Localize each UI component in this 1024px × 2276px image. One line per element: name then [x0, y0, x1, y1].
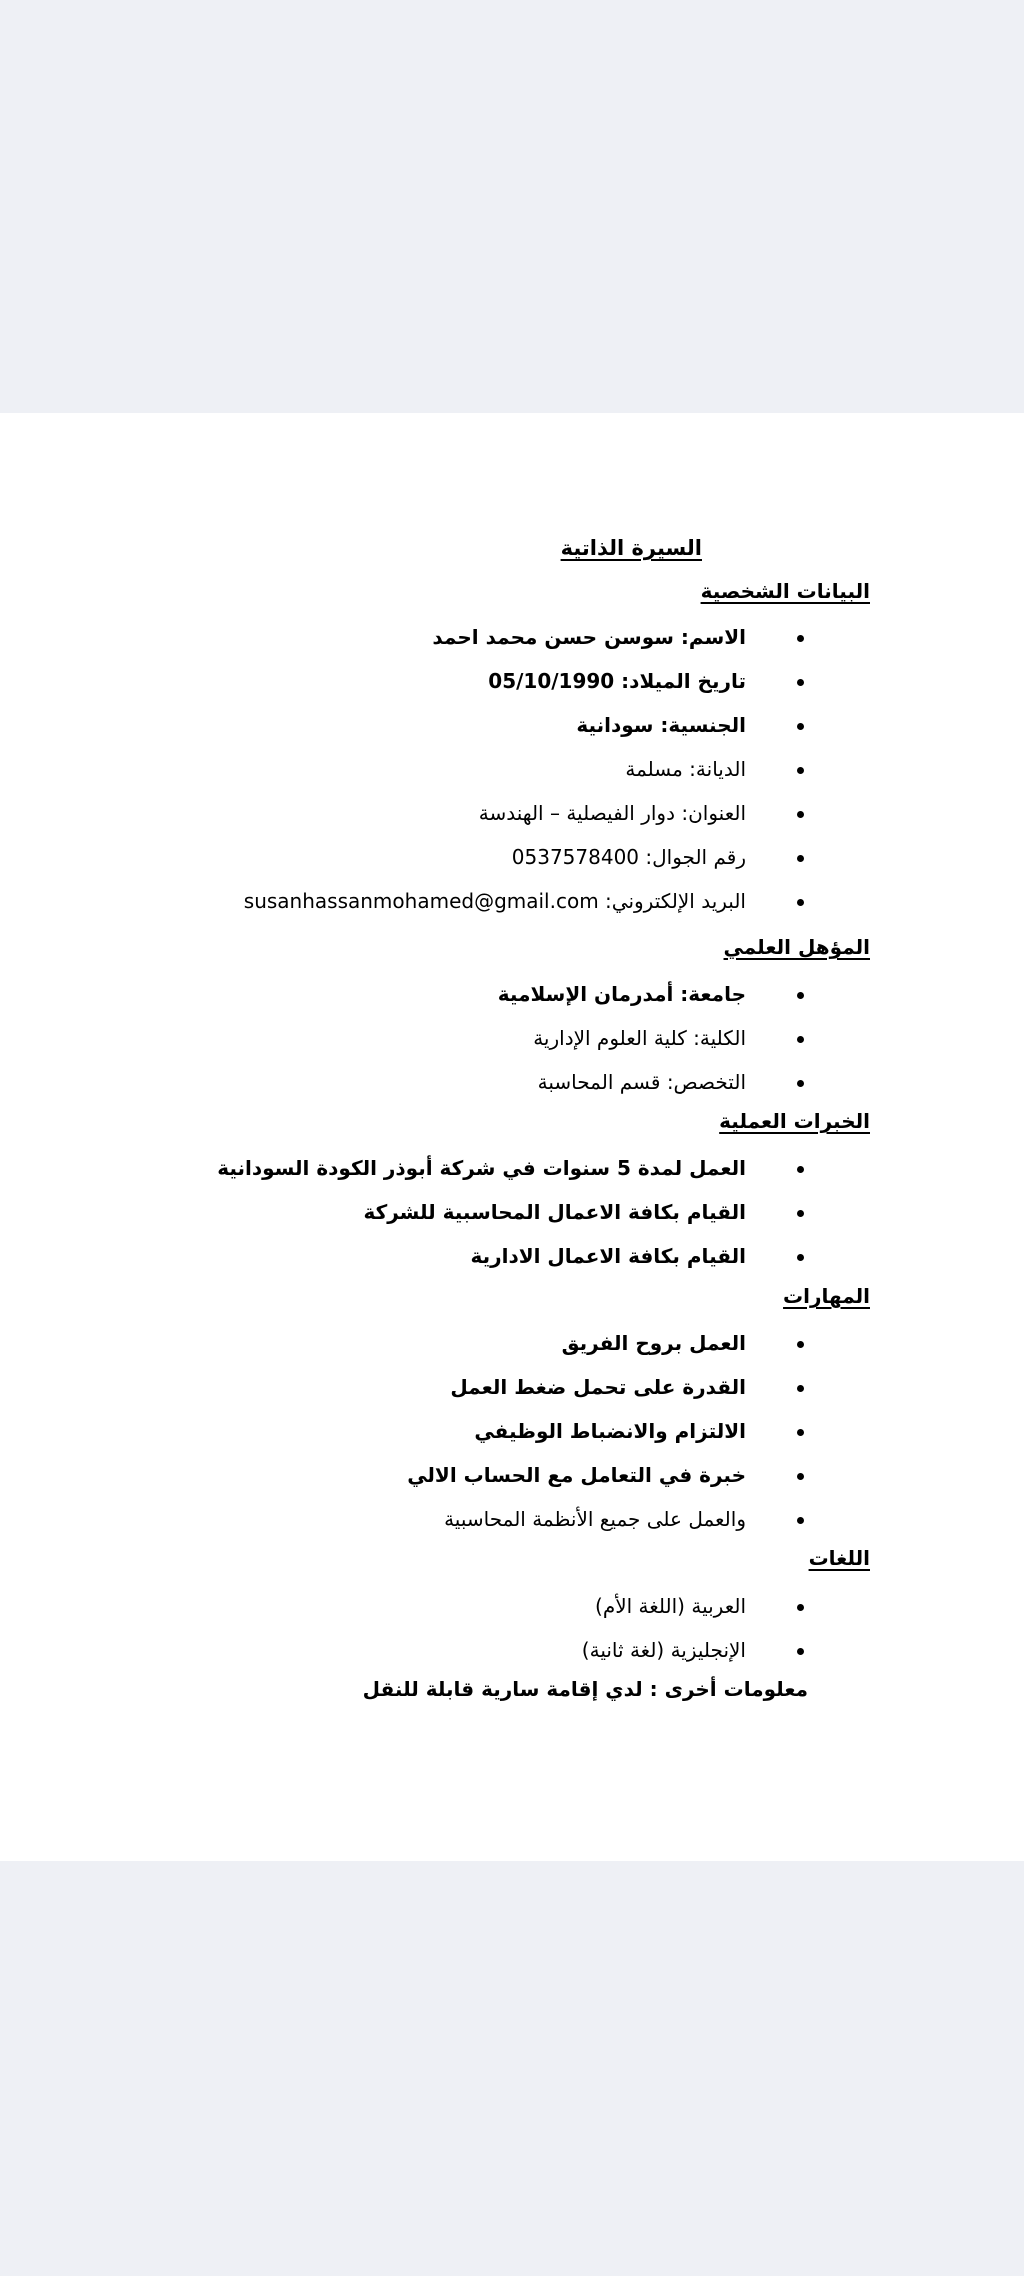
language-item: العربية (اللغة الأم) [595, 1594, 746, 1618]
bullet [797, 1210, 804, 1217]
bullet [797, 992, 804, 999]
bullet [797, 1648, 804, 1655]
experience-item: القيام بكافة الاعمال المحاسبية للشركة [363, 1200, 746, 1224]
bullet [797, 1341, 804, 1348]
section-heading-languages: اللغات [808, 1546, 870, 1570]
bullet [797, 811, 804, 818]
experience-item: العمل لمدة 5 سنوات في شركة أبوذر الكودة السودانية [217, 1156, 746, 1180]
personal-birthdate: تاريخ الميلاد: 05/10/1990 [488, 669, 746, 693]
bullet [797, 1254, 804, 1261]
document-page [0, 413, 1024, 1861]
experience-item: القيام بكافة الاعمال الادارية [470, 1244, 746, 1268]
bullet [797, 767, 804, 774]
bullet [797, 1429, 804, 1436]
skill-item: والعمل على جميع الأنظمة المحاسبية [444, 1507, 746, 1531]
bullet [797, 1385, 804, 1392]
section-heading-experience: الخبرات العملية [719, 1109, 870, 1133]
personal-nationality: الجنسية: سودانية [576, 713, 746, 737]
bullet [797, 1473, 804, 1480]
personal-address: العنوان: دوار الفيصلية – الهندسة [478, 801, 746, 825]
education-university: جامعة: أمدرمان الإسلامية [497, 982, 746, 1006]
bullet [797, 1517, 804, 1524]
bullet [797, 899, 804, 906]
section-heading-skills: المهارات [783, 1284, 870, 1308]
bullet [797, 679, 804, 686]
skill-item: الالتزام والانضباط الوظيفي [474, 1419, 746, 1443]
bullet [797, 1080, 804, 1087]
skill-item: خبرة في التعامل مع الحساب الالي [407, 1463, 746, 1487]
language-item: الإنجليزية (لغة ثانية) [581, 1638, 746, 1662]
bullet [797, 1166, 804, 1173]
personal-name: الاسم: سوسن حسن محمد احمد [432, 625, 746, 649]
bullet [797, 635, 804, 642]
skill-item: القدرة على تحمل ضغط العمل [450, 1375, 746, 1399]
bullet [797, 855, 804, 862]
section-heading-education: المؤهل العلمي [723, 935, 870, 959]
education-college: الكلية: كلية العلوم الإدارية [533, 1026, 746, 1050]
skill-item: العمل بروح الفريق [561, 1331, 746, 1355]
personal-religion: الديانة: مسلمة [625, 757, 746, 781]
document-title: السيرة الذاتية [560, 536, 702, 560]
bullet [797, 723, 804, 730]
other-info: معلومات أخرى : لدي إقامة سارية قابلة للنقل [362, 1677, 808, 1701]
bullet [797, 1036, 804, 1043]
personal-email: البريد الإلكتروني: susanhassanmohamed@gmail.com [243, 889, 746, 913]
section-heading-personal: البيانات الشخصية [700, 579, 870, 603]
bullet [797, 1604, 804, 1611]
personal-phone: رقم الجوال: 0537578400 [511, 845, 746, 869]
education-major: التخصص: قسم المحاسبة [537, 1070, 746, 1094]
